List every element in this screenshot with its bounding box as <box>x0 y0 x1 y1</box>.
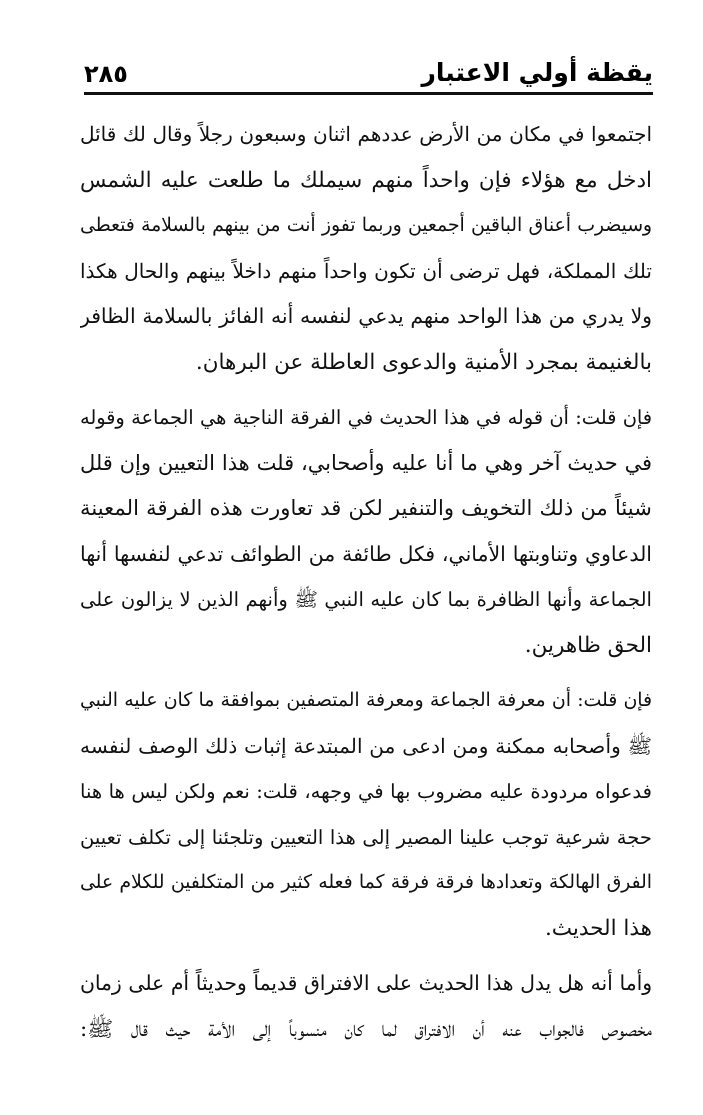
paragraph-2 <box>80 395 652 668</box>
page-number: ٢٨٥ <box>84 60 128 88</box>
paragraph-3 <box>80 678 652 951</box>
text-line: وأما أنه هل يدل هذا الحديث على الافتراق قديماً وحديثاً أم على زمان <box>80 971 652 995</box>
text-line: فدعواه مردودة عليه مضروب بها في وجهه، قلت: نعم ولكن ليس ها هنا <box>80 780 652 803</box>
text-line: الجماعة وأنها الظافرة بما كان عليه النبي ﷺ وأنهم الذين لا يزالون على <box>80 588 652 611</box>
text-line: هذا الحديث. <box>544 915 652 941</box>
text-line: فإن قلت: أن معرفة الجماعة ومعرفة المتصفين بموافقة ما كان عليه النبي <box>80 690 652 711</box>
text-line: ﷺ وأصحابه ممكنة ومن ادعى من المبتدعة إثبات ذلك الوصف لنفسه <box>80 733 652 758</box>
paragraph-1 <box>80 112 652 385</box>
text-line: في حديث آخر وهي ما أنا عليه وأصحابي، قلت هذا التعيين وإن قلل <box>80 450 652 475</box>
text-line: وسيضرب أعناق الباقين أجمعين وربما تفوز أنت من بينهم بالسلامة فتعطى <box>80 215 652 236</box>
text-line: ادخل مع هؤلاء فإن واحداً منهم سيملك ما طلعت عليه الشمس <box>80 167 652 193</box>
page-header <box>84 56 653 96</box>
header-rule <box>84 92 653 95</box>
running-title: يقظة أولي الاعتبار <box>421 58 653 87</box>
text-line: فإن قلت: أن قوله في هذا الحديث في الفرقة الناجية هي الجماعة وقوله <box>80 406 652 429</box>
text-line: تلك المملكة، فهل ترضى أن تكون واحداً منهم داخلاً بينهم والحال هكذا <box>80 258 652 283</box>
text-line: بالغنيمة بمجرد الأمنية والدعوى العاطلة عن البرهان. <box>195 349 652 375</box>
text-line: شيئاً من ذلك التخويف والتنفير لكن قد تعاورت هذه الفرقة المعينة <box>80 496 652 521</box>
text-line: الحق ظاهرين. <box>524 632 652 658</box>
text-line: الدعاوي وتناوبتها الأماني، فكل طائفة من الطوائف تدعي لنفسها أنها <box>80 541 652 566</box>
paragraph-4 <box>80 961 652 1052</box>
text-line: حجة شرعية توجب علينا المصير إلى هذا التعيين وتلجئنا إلى تكلف تعيين <box>80 825 652 849</box>
text-line: ولا يدري من هذا الواحد منهم يدعي لنفسه أنه الفائز بالسلامة الظافر <box>80 304 652 328</box>
text-line: مخصوص فالجواب عنه أن الافتراق لما كان منسوباً إلى الأمة حيث قال ﷺ: <box>80 1016 652 1042</box>
text-line: اجتمعوا في مكان من الأرض عددهم اثنان وسبعون رجلاً وقال لك قائل <box>80 122 652 146</box>
body-text <box>80 112 652 1052</box>
text-line: الفرق الهالكة وتعدادها فرقة فرقة كما فعله كثير من المتكلفين للكلام على <box>80 872 652 893</box>
